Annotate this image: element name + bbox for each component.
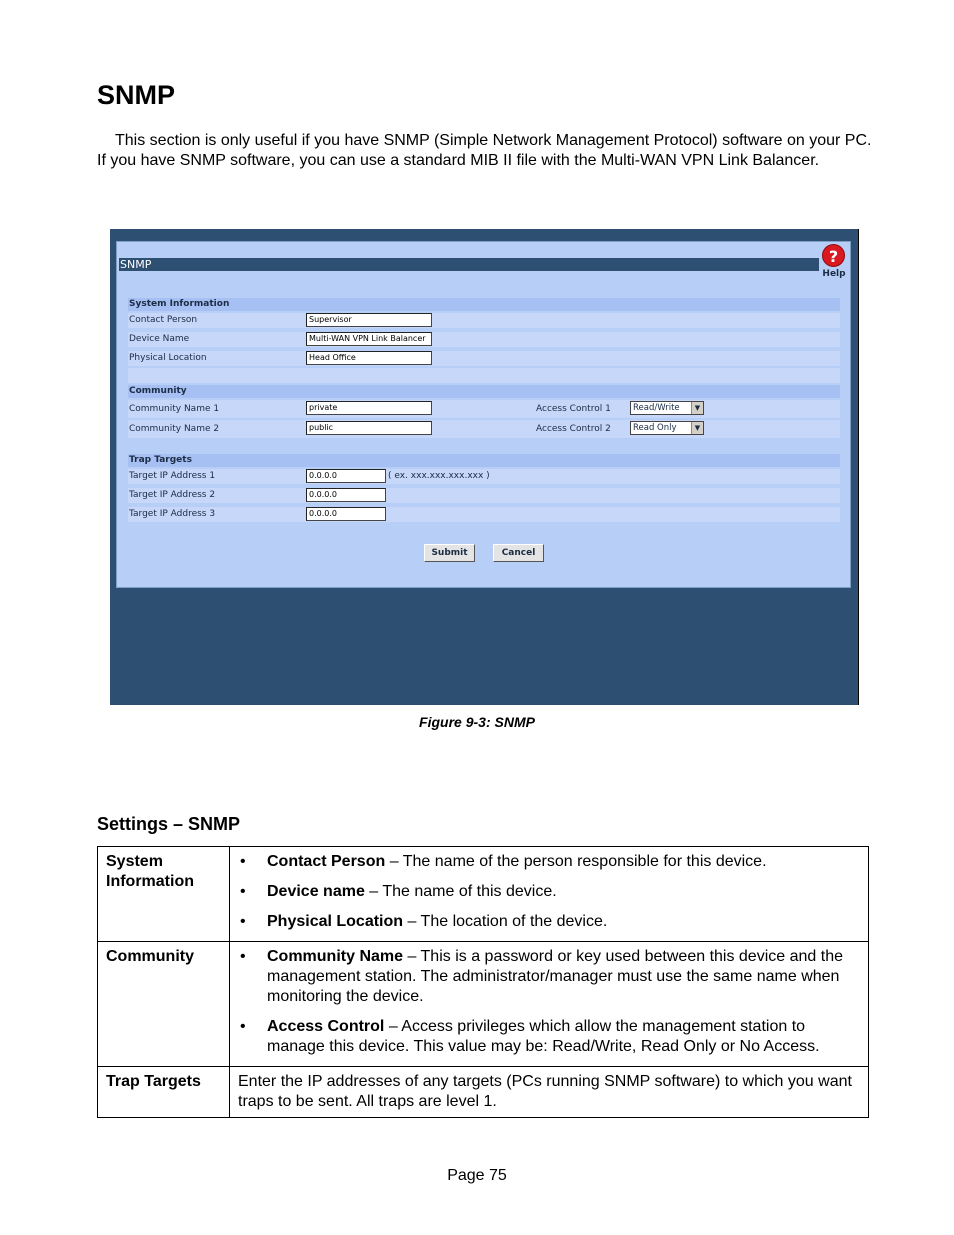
community-name-1-label: Community Name 1: [129, 404, 220, 414]
row-target-ip-3: [128, 507, 840, 522]
row-target-ip-2: [128, 488, 840, 503]
chevron-down-icon: ▼: [691, 402, 703, 414]
access-control-2-value: Read Only: [633, 423, 677, 433]
contact-person-label: Contact Person: [129, 315, 198, 325]
term: Access Control: [267, 1018, 385, 1035]
row-physical-location: [128, 351, 840, 366]
bullet: •: [240, 883, 246, 900]
help-label: Help: [822, 269, 846, 279]
access-control-1-label: Access Control 1: [536, 404, 611, 414]
bullet: •: [240, 853, 246, 870]
table-row: [98, 1067, 869, 1118]
bullet: •: [240, 1018, 246, 1035]
page-title: SNMP: [97, 80, 176, 110]
access-control-2-select[interactable]: [630, 421, 704, 435]
snmp-panel: [116, 241, 851, 588]
settings-heading: Settings – SNMP: [97, 814, 241, 834]
snmp-screenshot: [110, 229, 859, 705]
chevron-down-icon: ▼: [691, 422, 703, 434]
cancel-button[interactable]: Cancel: [493, 544, 544, 562]
intro-paragraph: This section is only useful if you have SNMP (Simple Network Management Protocol) software on your PC. If you have SNMP software, you can use a standard MIB II file with the Multi-WAN VPN Link Balancer.: [97, 132, 872, 169]
table-row: [98, 942, 869, 1067]
device-name-label: Device Name: [129, 334, 190, 344]
contact-person-input[interactable]: Supervisor: [306, 313, 432, 327]
target-ip-2-label: Target IP Address 2: [129, 490, 216, 500]
row-label: Community: [98, 942, 230, 1067]
row-target-ip-1: [128, 469, 840, 484]
spacer-row: [128, 368, 840, 383]
figure-caption: Figure 9-3: SNMP: [419, 714, 535, 730]
term: Community Name: [267, 948, 404, 965]
physical-location-label: Physical Location: [129, 353, 207, 363]
community-name-2-label: Community Name 2: [129, 424, 220, 434]
device-name-input[interactable]: Multi-WAN VPN Link Balancer: [306, 332, 432, 346]
submit-button[interactable]: Submit: [424, 544, 475, 562]
definition: – The name of the person responsible for this device.: [385, 853, 767, 870]
page-number: Page 75: [447, 1167, 507, 1184]
list-item: [238, 852, 860, 872]
definition: – Access privileges which allow the management station to manage this device. This value may be: Read/Write, Read Only or No Access.: [267, 1018, 820, 1055]
bullet: •: [240, 913, 246, 930]
target-ip-2-input[interactable]: 0.0.0.0: [306, 488, 386, 502]
ip-format-hint: ( ex. xxx.xxx.xxx.xxx ): [388, 471, 490, 481]
row-community-2: [128, 420, 840, 438]
section-heading: Trap Targets: [129, 455, 192, 465]
definition: – This is a password or key used between this device and the management station. The administrator/manager must use the same name when monitoring the device.: [267, 948, 843, 1005]
list-item: [238, 912, 860, 932]
row-description: Enter the IP addresses of any targets (PCs running SNMP software) to which you want traps to be sent. All traps are level 1.: [230, 1067, 869, 1118]
target-ip-3-label: Target IP Address 3: [129, 509, 216, 519]
list-item: [238, 882, 860, 902]
term: Physical Location: [267, 913, 404, 930]
target-ip-3-input[interactable]: 0.0.0.0: [306, 507, 386, 521]
access-control-2-label: Access Control 2: [536, 424, 611, 434]
help-icon: ?: [822, 244, 845, 267]
target-ip-1-input[interactable]: 0.0.0.0: [306, 469, 386, 483]
target-ip-1-label: Target IP Address 1: [129, 471, 216, 481]
row-community-1: [128, 400, 840, 418]
section-community: [128, 385, 840, 398]
definition: – The name of this device.: [364, 883, 557, 900]
community-name-2-input[interactable]: public: [306, 421, 432, 435]
panel-title: SNMP: [119, 258, 819, 271]
figure-border: [858, 229, 859, 705]
definition: – The location of the device.: [403, 913, 608, 930]
section-heading: System Information: [129, 299, 230, 309]
term: Device name: [267, 883, 365, 900]
section-heading: Community: [129, 386, 187, 396]
row-description: [230, 942, 869, 1067]
physical-location-input[interactable]: Head Office: [306, 351, 432, 365]
row-description: [230, 847, 869, 942]
help-button[interactable]: [822, 244, 846, 279]
row-contact-person: [128, 313, 840, 328]
table-row: [98, 847, 869, 942]
term: Contact Person: [267, 853, 386, 870]
list-item: [238, 1017, 860, 1057]
access-control-1-select[interactable]: [630, 401, 704, 415]
row-label: System Information: [98, 847, 230, 942]
community-name-1-input[interactable]: private: [306, 401, 432, 415]
bullet: •: [240, 948, 246, 965]
section-system-information: [128, 298, 840, 311]
list-item: [238, 947, 860, 1007]
access-control-1-value: Read/Write: [633, 403, 680, 413]
section-trap-targets: [128, 454, 840, 467]
settings-table: [97, 846, 869, 1118]
row-label: Trap Targets: [98, 1067, 230, 1118]
row-device-name: [128, 332, 840, 347]
